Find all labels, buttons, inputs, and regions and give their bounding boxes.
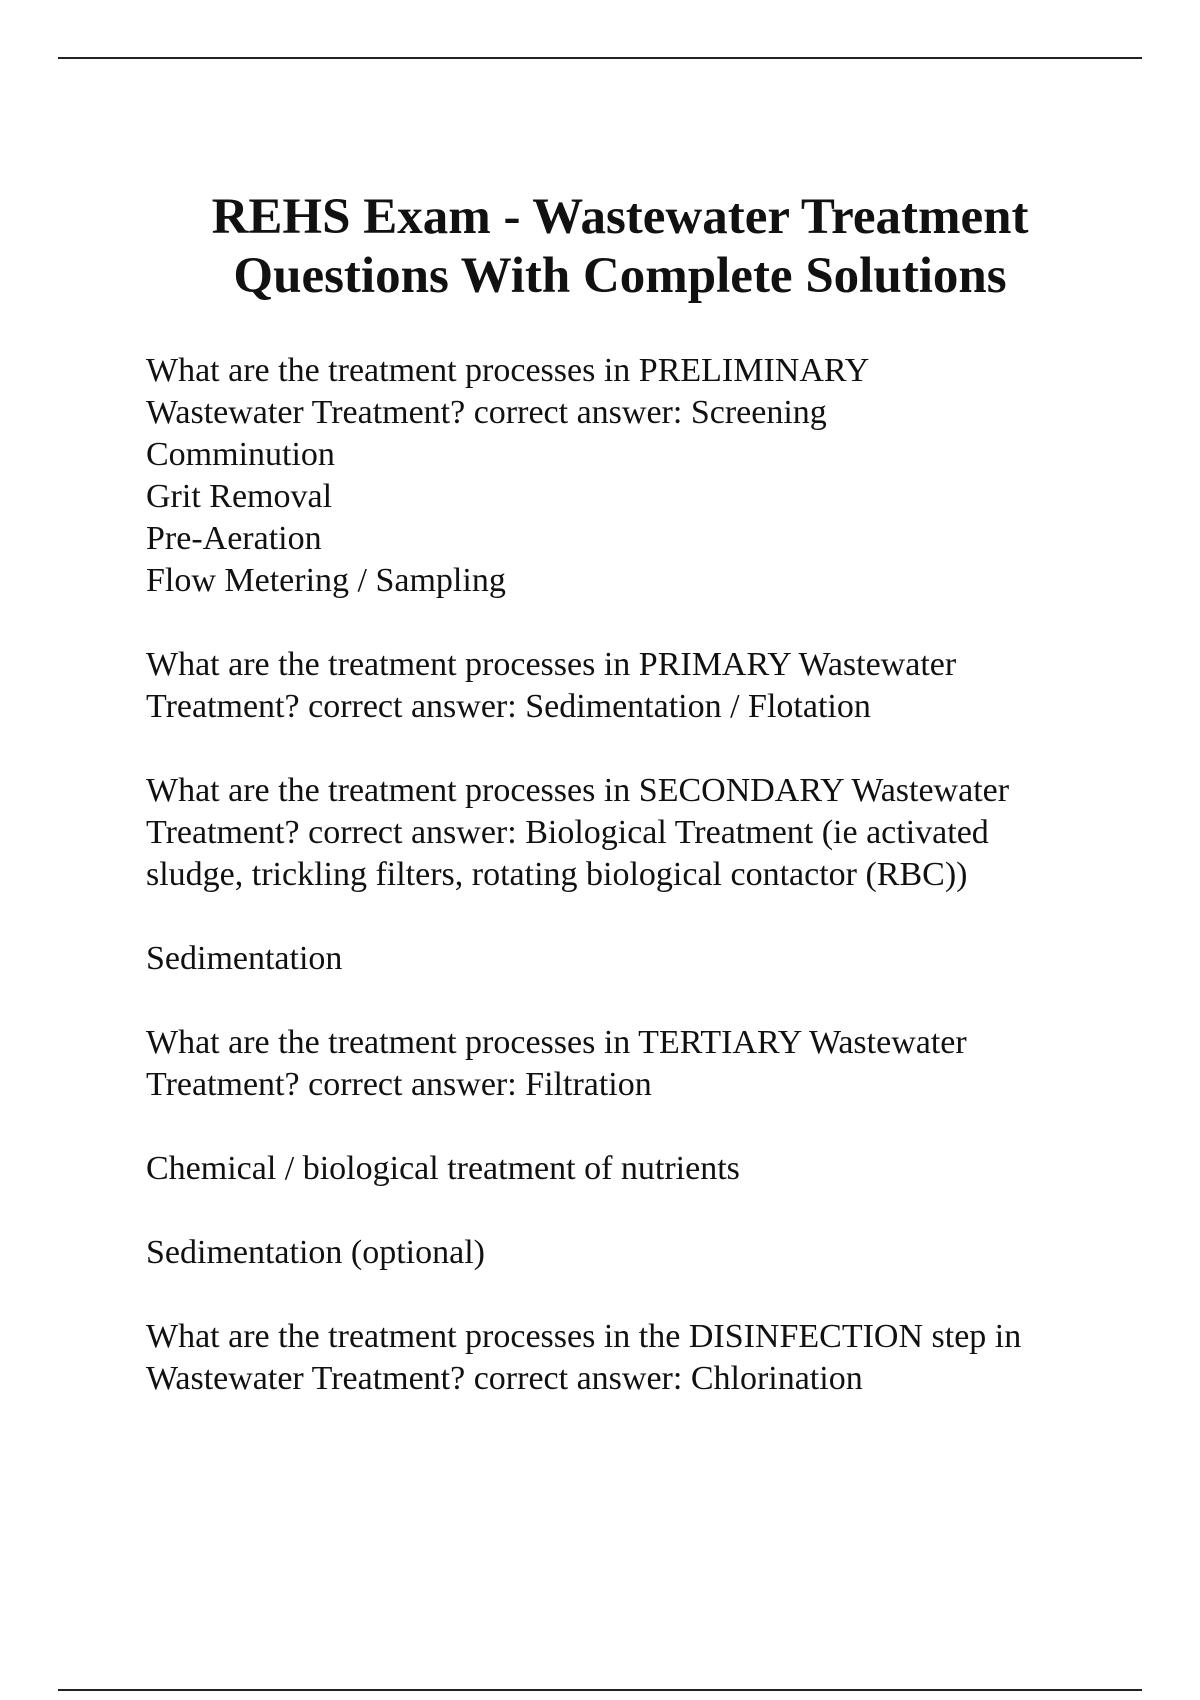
text-line: What are the treatment processes in the DISINFECTION step in — [146, 1318, 1022, 1355]
text-line: What are the treatment processes in SECONDARY Wastewater — [146, 772, 1010, 809]
text-line: What are the treatment processes in PRELIMINARY — [146, 352, 870, 389]
qa-paragraph — [146, 770, 1146, 896]
text-line: Treatment? correct answer: Filtration — [146, 1066, 652, 1103]
qa-paragraph — [146, 1022, 1146, 1106]
text-line: What are the treatment processes in PRIMARY Wastewater — [146, 646, 957, 683]
qa-paragraph — [146, 644, 1146, 728]
bottom-rule — [58, 1689, 1142, 1691]
answer-paragraph — [146, 1148, 1146, 1190]
text-line: Sedimentation (optional) — [146, 1234, 485, 1271]
text-line: Sedimentation — [146, 940, 343, 977]
text-line: Treatment? correct answer: Sedimentation / Flotation — [146, 688, 871, 725]
document-body — [146, 350, 1146, 1442]
text-line: Wastewater Treatment? correct answer: Screening — [146, 394, 827, 431]
text-line: Treatment? correct answer: Biological Treatment (ie activated — [146, 814, 989, 851]
text-line: Pre-Aeration — [146, 520, 322, 557]
text-line: Comminution — [146, 436, 335, 473]
text-line: Flow Metering / Sampling — [146, 562, 506, 599]
text-line: What are the treatment processes in TERTIARY Wastewater — [146, 1024, 967, 1061]
qa-paragraph — [146, 1316, 1146, 1400]
text-line: Wastewater Treatment? correct answer: Chlorination — [146, 1360, 863, 1397]
qa-paragraph — [146, 350, 1146, 602]
title-line: Questions With Complete Solutions — [233, 248, 1007, 304]
text-line: Chemical / biological treatment of nutrients — [146, 1150, 740, 1187]
text-line: Grit Removal — [146, 478, 333, 515]
document-title — [100, 188, 1140, 306]
title-line: REHS Exam - Wastewater Treatment — [211, 189, 1029, 245]
top-rule — [58, 57, 1142, 59]
answer-paragraph — [146, 1232, 1146, 1274]
text-line: sludge, trickling filters, rotating biological contactor (RBC)) — [146, 856, 968, 893]
answer-paragraph — [146, 938, 1146, 980]
